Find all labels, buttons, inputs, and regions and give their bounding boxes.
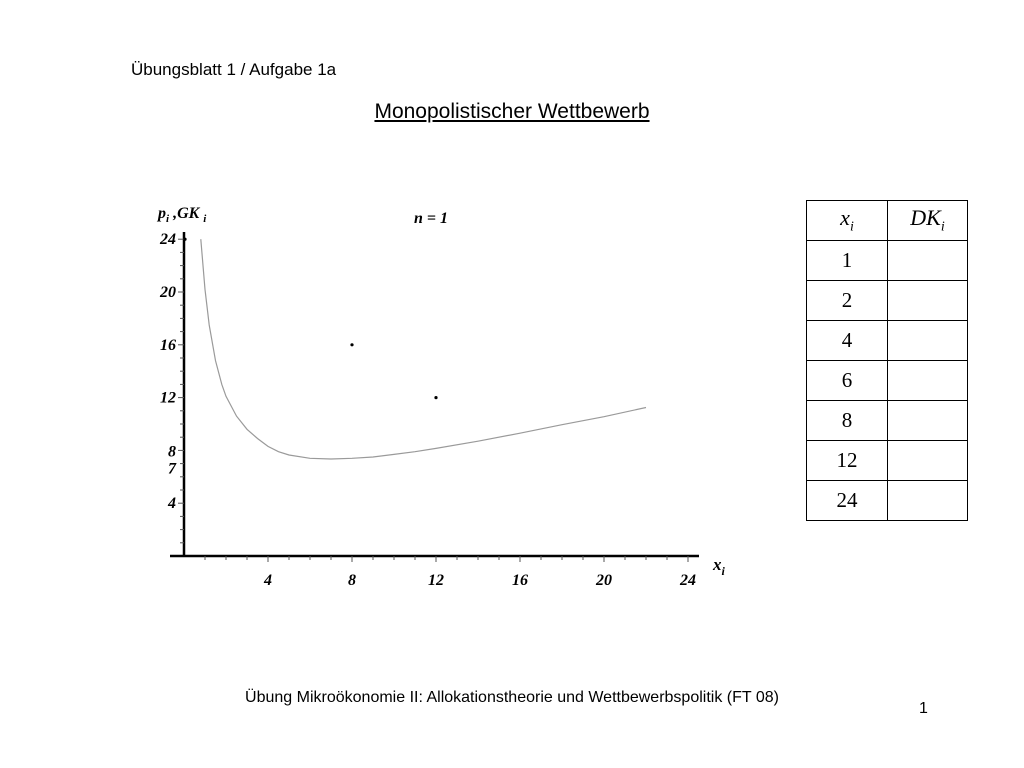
x-tick-label: 4 bbox=[264, 572, 272, 589]
cell-x: 8 bbox=[807, 401, 888, 441]
y-tick-label: 8 bbox=[168, 443, 176, 461]
x-tick-label: 12 bbox=[428, 572, 444, 589]
header-dk-sub: i bbox=[940, 219, 945, 235]
x-label-base: x bbox=[713, 555, 722, 574]
cell-dk[interactable] bbox=[888, 281, 968, 321]
cell-dk[interactable] bbox=[888, 241, 968, 281]
cell-x: 24 bbox=[807, 481, 888, 521]
sheet-label: Übungsblatt 1 / Aufgabe 1a bbox=[131, 60, 337, 79]
table-row bbox=[807, 401, 968, 441]
x-tick-label: 8 bbox=[348, 572, 356, 589]
x-label-sub: i bbox=[721, 564, 725, 578]
page-title: Monopolistischer Wettbewerb bbox=[374, 100, 650, 123]
table-header-row bbox=[807, 201, 968, 241]
header-x-sub: i bbox=[849, 219, 854, 235]
y-label-p: p bbox=[158, 205, 166, 222]
data-point bbox=[183, 238, 186, 241]
table-row bbox=[807, 321, 968, 361]
cell-dk[interactable] bbox=[888, 481, 968, 521]
gk-curve bbox=[201, 239, 646, 459]
y-tick-label: 16 bbox=[160, 336, 176, 354]
y-tick-label: 7 bbox=[168, 460, 176, 478]
y-tick-label: 24 bbox=[160, 231, 176, 249]
footer-text: Übung Mikroökonomie II: Allokationstheorie und Wettbewerbspolitik (FT 08) bbox=[245, 689, 779, 706]
y-tick-label: 12 bbox=[160, 389, 176, 407]
chart-annotation: n = 1 bbox=[414, 210, 449, 227]
page-number: 1 bbox=[919, 700, 928, 717]
y-tick-label: 4 bbox=[168, 495, 176, 513]
x-tick-label: 24 bbox=[680, 572, 696, 589]
x-tick-label: 16 bbox=[512, 572, 528, 589]
table-row bbox=[807, 361, 968, 401]
data-point bbox=[350, 343, 353, 346]
table-row bbox=[807, 241, 968, 281]
y-tick-label: 20 bbox=[160, 284, 176, 301]
chart-labels bbox=[156, 205, 726, 578]
y-label-p-sub: i bbox=[166, 213, 170, 225]
cell-dk[interactable] bbox=[888, 321, 968, 361]
cell-dk[interactable] bbox=[888, 441, 968, 481]
cell-dk[interactable] bbox=[888, 361, 968, 401]
cell-x: 4 bbox=[807, 321, 888, 361]
data-point bbox=[434, 396, 437, 399]
table-row bbox=[807, 481, 968, 521]
header-dk: $DK_i$ bbox=[888, 201, 968, 241]
chart-axes bbox=[170, 232, 699, 556]
cell-x: 2 bbox=[807, 281, 888, 321]
x-tick-label: 20 bbox=[596, 572, 612, 589]
cell-x: 6 bbox=[807, 361, 888, 401]
y-label-gk-sub: i bbox=[203, 213, 207, 225]
cost-table bbox=[806, 200, 968, 521]
table-row bbox=[807, 441, 968, 481]
chart-series bbox=[183, 238, 646, 459]
cell-x: 1 bbox=[807, 241, 888, 281]
chart-ticks bbox=[159, 231, 696, 589]
cell-x: 12 bbox=[807, 441, 888, 481]
cell-dk[interactable] bbox=[888, 401, 968, 441]
x-axis-label bbox=[712, 555, 726, 578]
header-x: $x_i$ bbox=[807, 201, 888, 241]
table-row bbox=[807, 281, 968, 321]
y-axis-label bbox=[156, 205, 207, 225]
y-label-gk: GK bbox=[177, 205, 200, 222]
y-label-sep: , bbox=[169, 205, 178, 222]
